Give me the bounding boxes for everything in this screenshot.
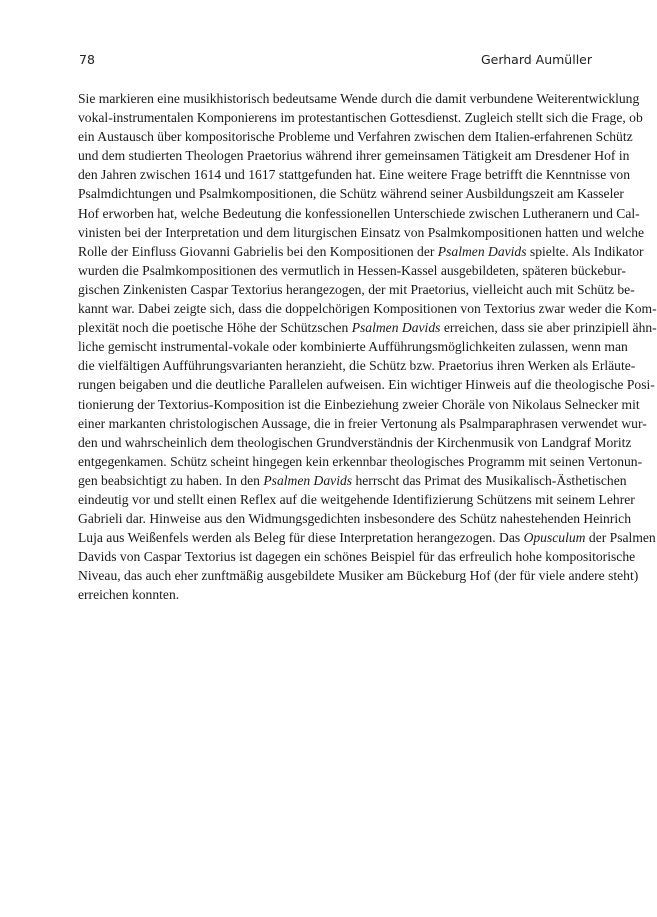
text-run: Gabrieli dar. Hinweise aus den Widmungsgedichten insbesondere des Schütz nahestehenden Heinrich [78,511,631,527]
text-line [78,261,626,280]
text-line [78,223,645,242]
text-run: einer markanten christologischen Aussage, die in freier Vertonung als Psalmparaphrasen verwendet wur- [78,415,647,431]
italic-title: Psalmen Davids [351,320,441,336]
text-run: erreichen, dass sie aber prinzipiell ähn- [440,320,657,336]
text-run: Rolle der Einfluss Giovanni Gabrielis bei den Kompositionen der [78,243,438,259]
text-run: entgegenkamen. Schütz scheint hingegen kein erkennbar theologisches Programm mit seinen Vertonun- [78,453,643,469]
text-line [78,127,633,146]
text-line [78,490,635,509]
text-line [78,509,631,528]
text-run: vinisten bei der Interpretation und dem liturgischen Einsatz von Psalmkompositionen hatten und welche [78,224,645,240]
text-run: herrscht das Primat des Musikalisch-Ästhetischen [352,472,627,488]
text-line [78,585,593,604]
text-line [78,204,640,223]
text-run: eindeutig vor und stellt einen Reflex auf die weitgehende Identifizierung Schützens mit seinem Lehrer [78,491,635,507]
text-run: Sie markieren eine musikhistorisch bedeutsame Wende durch die damit verbundene Weiterentwicklung [78,91,640,106]
italic-title: Opusculum [523,530,586,546]
text-run: Davids von Caspar Textorius ist dagegen ein schönes Beispiel für das erfreulich hohe kompositorische [78,549,636,565]
text-run: liche gemischt instrumental-vokale oder kombinierte Aufführungsmöglichkeiten zulassen, wenn man [78,339,628,355]
text-line [78,547,636,566]
text-run: vokal-instrumentalen Komponierens im protestantischen Gottesdienst. Zugleich stellt sich die Frage, ob [78,110,643,126]
text-run: Luja aus Weißenfels werden als Beleg für diese Interpretation herangezogen. Das [78,530,524,546]
text-line [78,299,657,318]
text-line [78,184,624,203]
text-line [78,165,631,184]
text-line [78,528,656,547]
text-line [78,375,655,394]
text-run: Niveau, das auch eher zunftmäßig ausgebildete Musiker am Bückeburg Hof (der für viele andere steht) [78,568,639,584]
text-line [78,433,632,452]
text-run: gen beabsichtigt zu haben. In den [78,472,264,488]
text-line [78,337,628,356]
text-line [78,471,627,490]
running-head-author: Gerhard Aumüller [480,52,592,67]
text-run: den und wahrscheinlich dem theologischen Grundverständnis der Kirchenmusik von Landgraf Moritz [78,434,632,450]
text-run: tionierung der Textorius-Komposition ist die Einbeziehung zweier Choräle von Nikolaus Selnecker mit [78,396,640,412]
text-run: gischen Zinkenisten Caspar Textorius herangezogen, der mit Praetorius, vielleicht auch mit Schütz be- [78,281,635,297]
text-line [78,146,630,165]
text-line [78,566,639,585]
text-run: kannt war. Dabei zeigte sich, dass die doppelchörigen Kompositionen von Textorius zwar weder die Kom- [78,301,657,317]
page-number: 78 [79,52,95,67]
text-line [78,280,635,299]
running-head [79,52,592,70]
text-run: spielte. Als Indikator [526,243,644,259]
text-run: erreichen konnten. [78,587,180,603]
text-line [78,242,644,261]
text-run: wurden die Psalmkompositionen des vermutlich in Hessen-Kassel ausgebildeten, späteren bückebur- [78,262,626,278]
text-run: ein Austausch über kompositorische Probleme und Verfahren zwischen dem Italien-erfahrenen Schütz [78,129,633,145]
text-line [78,318,657,337]
italic-title: Psalmen Davids [263,472,353,488]
text-line [78,414,647,433]
italic-title: Psalmen Davids [437,243,527,259]
text-run: Hof erworben hat, welche Bedeutung die konfessionellen Unterschiede zwischen Lutheranern und Cal- [78,205,640,221]
text-line [78,452,643,471]
body-paragraph [78,89,657,605]
text-run: der Psalmen [585,530,656,546]
text-run: rungen beigaben und die deutliche Parallelen aufweisen. Ein wichtiger Hinweis auf die theologische Posi- [78,377,655,393]
text-line [78,395,640,414]
text-run: Psalmdichtungen und Psalmkompositionen, die Schütz während seiner Ausbildungszeit am Kasseler [78,186,624,202]
text-run: und dem studierten Theologen Praetorius während ihrer gemeinsamen Tätigkeit am Dresdener Hof in [78,148,630,164]
text-run: plexität noch die poetische Höhe der Schützschen [78,320,352,336]
text-line [78,356,636,375]
text-run: den Jahren zwischen 1614 und 1617 stattgefunden hat. Eine weitere Frage betrifft die Kenntnisse von [78,167,631,183]
text-line [78,89,640,108]
text-run: die vielfältigen Aufführungsvarianten heranzieht, die Schütz bzw. Praetorius ihren Werken als Erläute- [78,358,636,374]
text-line [78,108,643,127]
